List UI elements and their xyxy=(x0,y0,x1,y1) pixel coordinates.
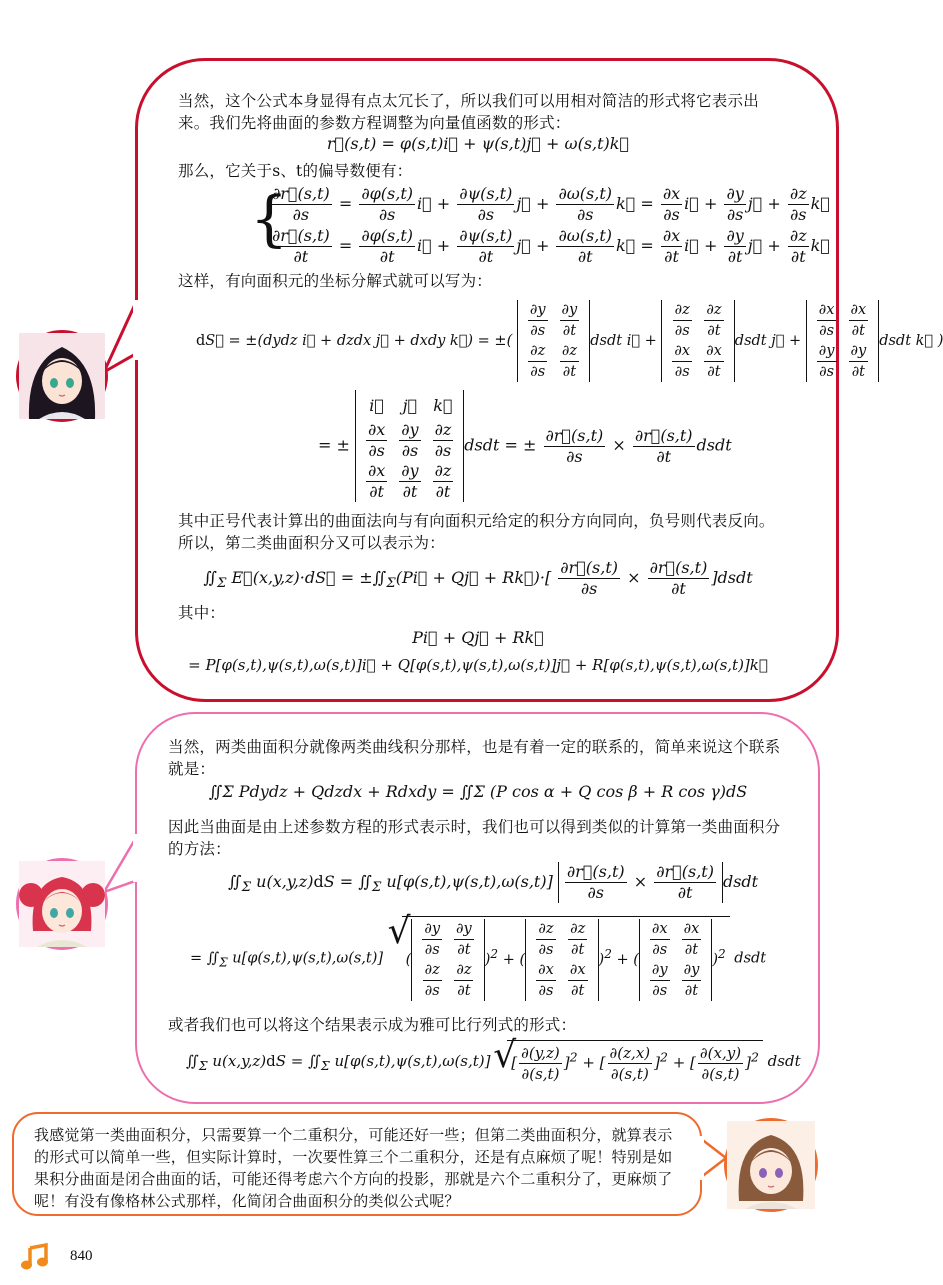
b2-paragraph-3: 或者我们也可以将这个结果表示成为雅可比行列式的形式： xyxy=(168,1016,577,1034)
avatar-character-1 xyxy=(16,330,108,422)
b2-paragraph-1: 当然，两类曲面积分就像两类曲线积分那样，也是有着一定的联系的，简单来说这个联系就是： xyxy=(168,738,781,778)
b1-paragraph-1: 当然，这个公式本身显得有点太冗长了，所以我们可以用相对简洁的形式将它表示出来。我们先将曲面的参数方程调整为向量值函数的形式： xyxy=(178,92,759,132)
b1-formula-cross: = ± i⃗ j⃗ k⃗ $\frac{\partial x}{\partial s}$ $\frac{\partial y}{\partial s}$ $\frac{\partial z}{\partial s}$ $\frac{\partial x}{\partial t}$ $\frac{\partial y}{\partial t}$ $\frac{\partial z}{\partial t}$ dsdt = ± $\frac{\partial r⃗(s,t)}{\partial s}$ × $\frac{\partial r⃗(s,t)}{\partial t}$ dsdt xyxy=(318,390,718,502)
b1-formula-second-kind: $∬_\Sigma$ E⃗(x,y,z)·dS⃗ = $\pm∬_\Sigma(Pi⃗$ + Qj⃗ + Rk⃗)·[ $\frac{\partial r⃗(s,t)}{\partial s}$ × $\frac{\partial r⃗(s,t)}{\partial t}$ ]dsdt xyxy=(203,558,753,598)
b2-formula-jacobian: $∬_\Sigma$ $u(x,y,z)dS = ∬_\Sigma$ u[φ(s,t),ψ(s,t),ω(s,t)] √ [ $\frac{\partial(y,z)}{\partial(s,t)}$ ]$^2$ + [ $\frac{\partial(z,x)}{\partial(s,t)}$ ]$^2$ + [ $\frac{\partial(x,y)}{\partial(s,t)}$ ]$^2$ dsdt xyxy=(168,1040,788,1084)
b1-formula-partials: { $\frac{\partial r⃗(s,t)}{\partial s}$ = $\frac{\partial\varphi(s,t)}{\partial s}$ i⃗ + $\frac{\partial\psi(s,t)}{\partial s}$ j⃗ + $\frac{\partial\omega(s,t)}{\partial s}$ k⃗ = $\frac{\partial x}{\partial s}$ i⃗ + $\frac{\partial y}{\partial s}$ $\frac{\partial z}{\partial s}$ $\frac{\partial r⃗(s,t)}{\partial t}$ = $\frac{\partial\varphi(s,t)}{\partial t}$ i⃗ + $\frac{\partial\psi(s,t)}{\partial t}$ j⃗ + $\frac{\partial\omega(s,t)}{\partial t}$ k⃗ = $\frac{\partial x}{\partial t}$ i⃗ + $\frac{\partial y}{\partial t}$ $\frac{\partial z}{\partial t}$ xyxy=(250,184,807,266)
tail-mask-3 xyxy=(697,1136,704,1180)
b2-paragraph-2: 因此当曲面是由上述参数方程的形式表示时，我们也可以得到类似的计算第一类曲面积分的方法： xyxy=(168,818,781,858)
b1-paragraph-5: 其中： xyxy=(178,604,226,622)
b2-formula-first-kind: $∬_\Sigma$ $u(x,y,z)dS = ∬_\Sigma$ u[φ(s,t),ψ(s,t),ω(s,t)] $\frac{\partial r⃗(s,t)}{\partial s}$ × $\frac{\partial r⃗(s,t)}{\partial t}$ dsdt xyxy=(228,862,759,902)
b1-formula-vector: r⃗(s,t) = φ(s,t)i⃗ + ψ(s,t)j⃗ + ω(s,t)k⃗ xyxy=(326,134,630,153)
b1-formula-area-element: dS⃗ = ±(dydz i⃗ + dzdx j⃗ + dxdy k⃗) = ±( $\frac{\partial y}{\partial s}$ $\frac{\partial y}{\partial t}$ $\frac{\partial z}{\partial s}$ $\frac{\partial z}{\partial t}$ dsdt i⃗ + $\frac{\partial z}{\partial s}$ $\frac{\partial z}{\partial t}$ $\frac{\partial x}{\partial s}$ $\frac{\partial x}{\partial t}$ dsdt j⃗ + $\frac{\partial x}{\partial s}$ $\frac{\partial x}{\partial t}$ $\frac{\partial y}{\partial s}$ $\frac{\partial y}{\partial t}$ dsdt k⃗ ) xyxy=(196,302,943,380)
b1-paragraph-2: 那么，它关于s、t的偏导数便有： xyxy=(178,162,413,180)
b1-formula-pqr-expanded: = P[φ(s,t),ψ(s,t),ω(s,t)]i⃗ + Q[φ(s,t),ψ(s,t),ω(s,t)]j⃗ + R[φ(s,t),ψ(s,t),ω(s,t)]k⃗ xyxy=(188,656,768,674)
b1-formula-pqr: Pi⃗ + Qj⃗ + Rk⃗ xyxy=(412,628,544,647)
music-note-icon xyxy=(20,1242,50,1272)
b3-paragraph: 我感觉第一类曲面积分，只需要算一个二重积分，可能还好一些；但第二类曲面积分，就算表示的形式可以简单一些，但实际计算时，一次要性算三个二重积分，还是有点麻烦了呢！特别是如果积分曲面是闭合曲面的话，可能还得考虑六个方向的投影，那就是六个二重积分了，更麻烦了呢！有没有像格林公式那样，化简闭合曲面积分的类似公式呢？ xyxy=(34,1126,673,1210)
b2-formula-relation: ∬Σ Pdydz + Qdzdx + Rdxdy = ∬Σ (P cos α + Q cos β + R cos γ)dS xyxy=(208,782,748,801)
tail-mask-2 xyxy=(133,834,140,882)
tail-mask-1 xyxy=(133,300,141,360)
avatar-character-3 xyxy=(724,1118,818,1212)
b1-paragraph-3: 这样，有向面积元的坐标分解式就可以写为： xyxy=(178,272,493,290)
avatar-character-2 xyxy=(16,858,108,950)
b1-paragraph-4: 其中正号代表计算出的曲面法向与有向面积元给定的积分方向同向，负号则代表反向。所以，第二类曲面积分又可以表示为： xyxy=(178,512,775,552)
page-number: 840 xyxy=(70,1248,93,1264)
b2-formula-sqrt-det: = $∬_\Sigma$ u[φ(s,t),ψ(s,t),ω(s,t)] √ ( $\frac{\partial y}{\partial s}$ $\frac{\partial y}{\partial t}$ $\frac{\partial z}{\partial s}$ $\frac{\partial z}{\partial t}$ )$^2$ + ( $\frac{\partial z}{\partial s}$ $\frac{\partial z}{\partial t}$ $\frac{\partial x}{\partial s}$ $\frac{\partial x}{\partial t}$ )$^2$ + ( $\frac{\partial x}{\partial s}$ $\frac{\partial x}{\partial t}$ $\frac{\partial y}{\partial s}$ $\frac{\partial y}{\partial t}$ )$^2$ dsdt xyxy=(168,916,788,1001)
